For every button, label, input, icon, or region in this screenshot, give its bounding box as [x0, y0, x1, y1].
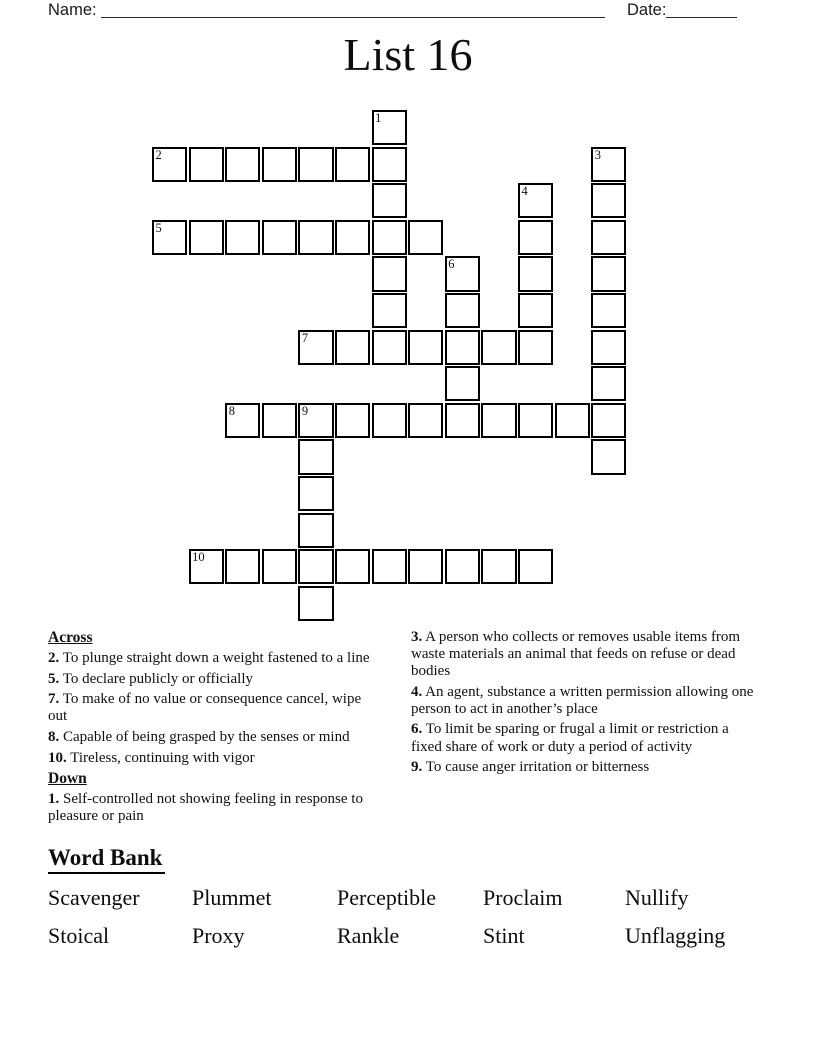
cell-number-10: 10 [192, 550, 205, 565]
grid-cell-4-9[interactable] [298, 439, 333, 474]
grid-cell-6-6[interactable] [372, 330, 407, 365]
grid-cell-12-8[interactable] [591, 403, 626, 438]
date-blank-line[interactable] [666, 0, 737, 18]
word-bank-heading: Word Bank [48, 845, 165, 874]
cell-number-2: 2 [155, 147, 162, 162]
grid-cell-10-4[interactable] [518, 256, 553, 291]
clue-3: 3. A person who collects or removes usable items from waste materials an animal that feeds on refuse or dead bodies [411, 629, 741, 680]
grid-cell-1-12[interactable] [189, 549, 224, 584]
crossword-grid [152, 110, 631, 626]
grid-cell-12-4[interactable] [591, 256, 626, 291]
grid-cell-1-3[interactable] [189, 220, 224, 255]
grid-cell-6-8[interactable] [372, 403, 407, 438]
word-bank [48, 885, 778, 961]
grid-cell-8-6[interactable] [445, 330, 480, 365]
grid-cell-3-8[interactable] [262, 403, 297, 438]
grid-cell-7-12[interactable] [408, 549, 443, 584]
clues-left-column [48, 629, 378, 829]
grid-cell-7-3[interactable] [408, 220, 443, 255]
grid-cell-8-8[interactable] [445, 403, 480, 438]
grid-cell-2-3[interactable] [225, 220, 260, 255]
grid-cell-10-8[interactable] [518, 403, 553, 438]
grid-cell-5-8[interactable] [335, 403, 370, 438]
grid-cell-9-6[interactable] [481, 330, 516, 365]
word-bank-word-stint: Stint [483, 923, 525, 948]
cell-number-9: 9 [301, 403, 309, 418]
grid-cell-6-2[interactable] [372, 183, 407, 218]
grid-cell-4-12[interactable] [298, 549, 333, 584]
grid-cell-3-3[interactable] [262, 220, 297, 255]
grid-cell-5-3[interactable] [335, 220, 370, 255]
word-bank-word-perceptible: Perceptible [337, 885, 436, 910]
grid-cell-9-12[interactable] [481, 549, 516, 584]
grid-cell-5-6[interactable] [335, 330, 370, 365]
grid-cell-0-3[interactable] [152, 220, 187, 255]
clues-heading-down: Down [48, 770, 87, 788]
grid-cell-4-6[interactable] [298, 330, 333, 365]
word-bank-word-unflagging: Unflagging [625, 923, 726, 948]
grid-cell-12-5[interactable] [591, 293, 626, 328]
grid-cell-10-3[interactable] [518, 220, 553, 255]
clues-right-column [411, 629, 755, 780]
cell-number-8: 8 [228, 403, 235, 418]
grid-cell-10-6[interactable] [518, 330, 553, 365]
grid-cell-5-12[interactable] [335, 549, 370, 584]
clue-8: 8. Capable of being grasped by the senses or mind [48, 729, 350, 746]
grid-cell-4-10[interactable] [298, 476, 333, 511]
grid-cell-1-1[interactable] [189, 147, 224, 182]
grid-cell-4-8[interactable] [298, 403, 333, 438]
clue-5: 5. To declare publicly or officially [48, 670, 253, 687]
grid-cell-6-3[interactable] [372, 220, 407, 255]
word-bank-word-proclaim: Proclaim [483, 885, 563, 910]
grid-cell-8-7[interactable] [445, 366, 480, 401]
cell-number-5: 5 [155, 220, 162, 235]
grid-cell-6-5[interactable] [372, 293, 407, 328]
word-bank-word-stoical: Stoical [48, 923, 110, 948]
grid-cell-7-6[interactable] [408, 330, 443, 365]
clue-10: 10. Tireless, continuing with vigor [48, 749, 255, 766]
grid-cell-6-12[interactable] [372, 549, 407, 584]
grid-cell-12-3[interactable] [591, 220, 626, 255]
word-bank-word-rankle: Rankle [337, 923, 400, 948]
cell-number-1: 1 [375, 111, 382, 125]
word-bank-row [48, 885, 778, 923]
page-title: List 16 [343, 29, 473, 80]
clue-6: 6. To limit be sparing or frugal a limit or restriction a fixed share of work or duty a period of activity [411, 721, 729, 755]
word-bank-word-scavenger: Scavenger [48, 885, 140, 910]
grid-cell-2-1[interactable] [225, 147, 260, 182]
grid-cell-12-6[interactable] [591, 330, 626, 365]
grid-cell-5-1[interactable] [335, 147, 370, 182]
grid-cell-4-3[interactable] [298, 220, 333, 255]
grid-cell-12-7[interactable] [591, 366, 626, 401]
clue-1: 1. Self-controlled not showing feeling in response to pleasure or pain [48, 791, 363, 825]
word-bank-word-plummet: Plummet [192, 885, 272, 910]
grid-cell-4-13[interactable] [298, 586, 333, 621]
grid-cell-8-12[interactable] [445, 549, 480, 584]
clue-2: 2. To plunge straight down a weight fastened to a line [48, 650, 370, 667]
word-bank-word-nullify: Nullify [625, 885, 689, 910]
grid-cell-2-12[interactable] [225, 549, 260, 584]
grid-cell-4-11[interactable] [298, 513, 333, 548]
grid-cell-2-8[interactable] [225, 403, 260, 438]
grid-cell-3-12[interactable] [262, 549, 297, 584]
clue-9: 9. To cause anger irritation or bitterness [411, 759, 650, 776]
grid-cell-10-2[interactable] [518, 183, 553, 218]
grid-cell-9-8[interactable] [481, 403, 516, 438]
word-bank-row [48, 923, 778, 961]
grid-cell-3-1[interactable] [262, 147, 297, 182]
word-bank-word-proxy: Proxy [192, 923, 245, 948]
grid-cell-6-4[interactable] [372, 256, 407, 291]
clue-4: 4. An agent, substance a written permission allowing one person to act in another’s place [411, 683, 754, 717]
grid-cell-8-5[interactable] [445, 293, 480, 328]
clue-7: 7. To make of no value or consequence cancel, wipe out [48, 691, 362, 725]
cell-number-7: 7 [301, 330, 309, 345]
clues-heading-across: Across [48, 629, 93, 646]
date-label: Date: [627, 1, 667, 19]
grid-cell-0-1[interactable] [152, 147, 187, 182]
name-label: Name: [48, 1, 97, 19]
grid-cell-11-8[interactable] [555, 403, 590, 438]
cell-number-6: 6 [448, 257, 455, 272]
grid-cell-8-4[interactable] [445, 256, 480, 291]
grid-cell-4-1[interactable] [298, 147, 333, 182]
cell-number-3: 3 [594, 147, 601, 162]
grid-cell-12-2[interactable] [591, 183, 626, 218]
cell-number-4: 4 [521, 184, 528, 199]
grid-cell-6-0[interactable] [372, 110, 407, 145]
grid-cell-10-12[interactable] [518, 549, 553, 584]
grid-cell-10-5[interactable] [518, 293, 553, 328]
grid-cell-6-1[interactable] [372, 147, 407, 182]
grid-cell-12-9[interactable] [591, 439, 626, 474]
grid-cell-12-1[interactable] [591, 147, 626, 182]
name-blank-line[interactable] [101, 0, 605, 18]
grid-cell-7-8[interactable] [408, 403, 443, 438]
